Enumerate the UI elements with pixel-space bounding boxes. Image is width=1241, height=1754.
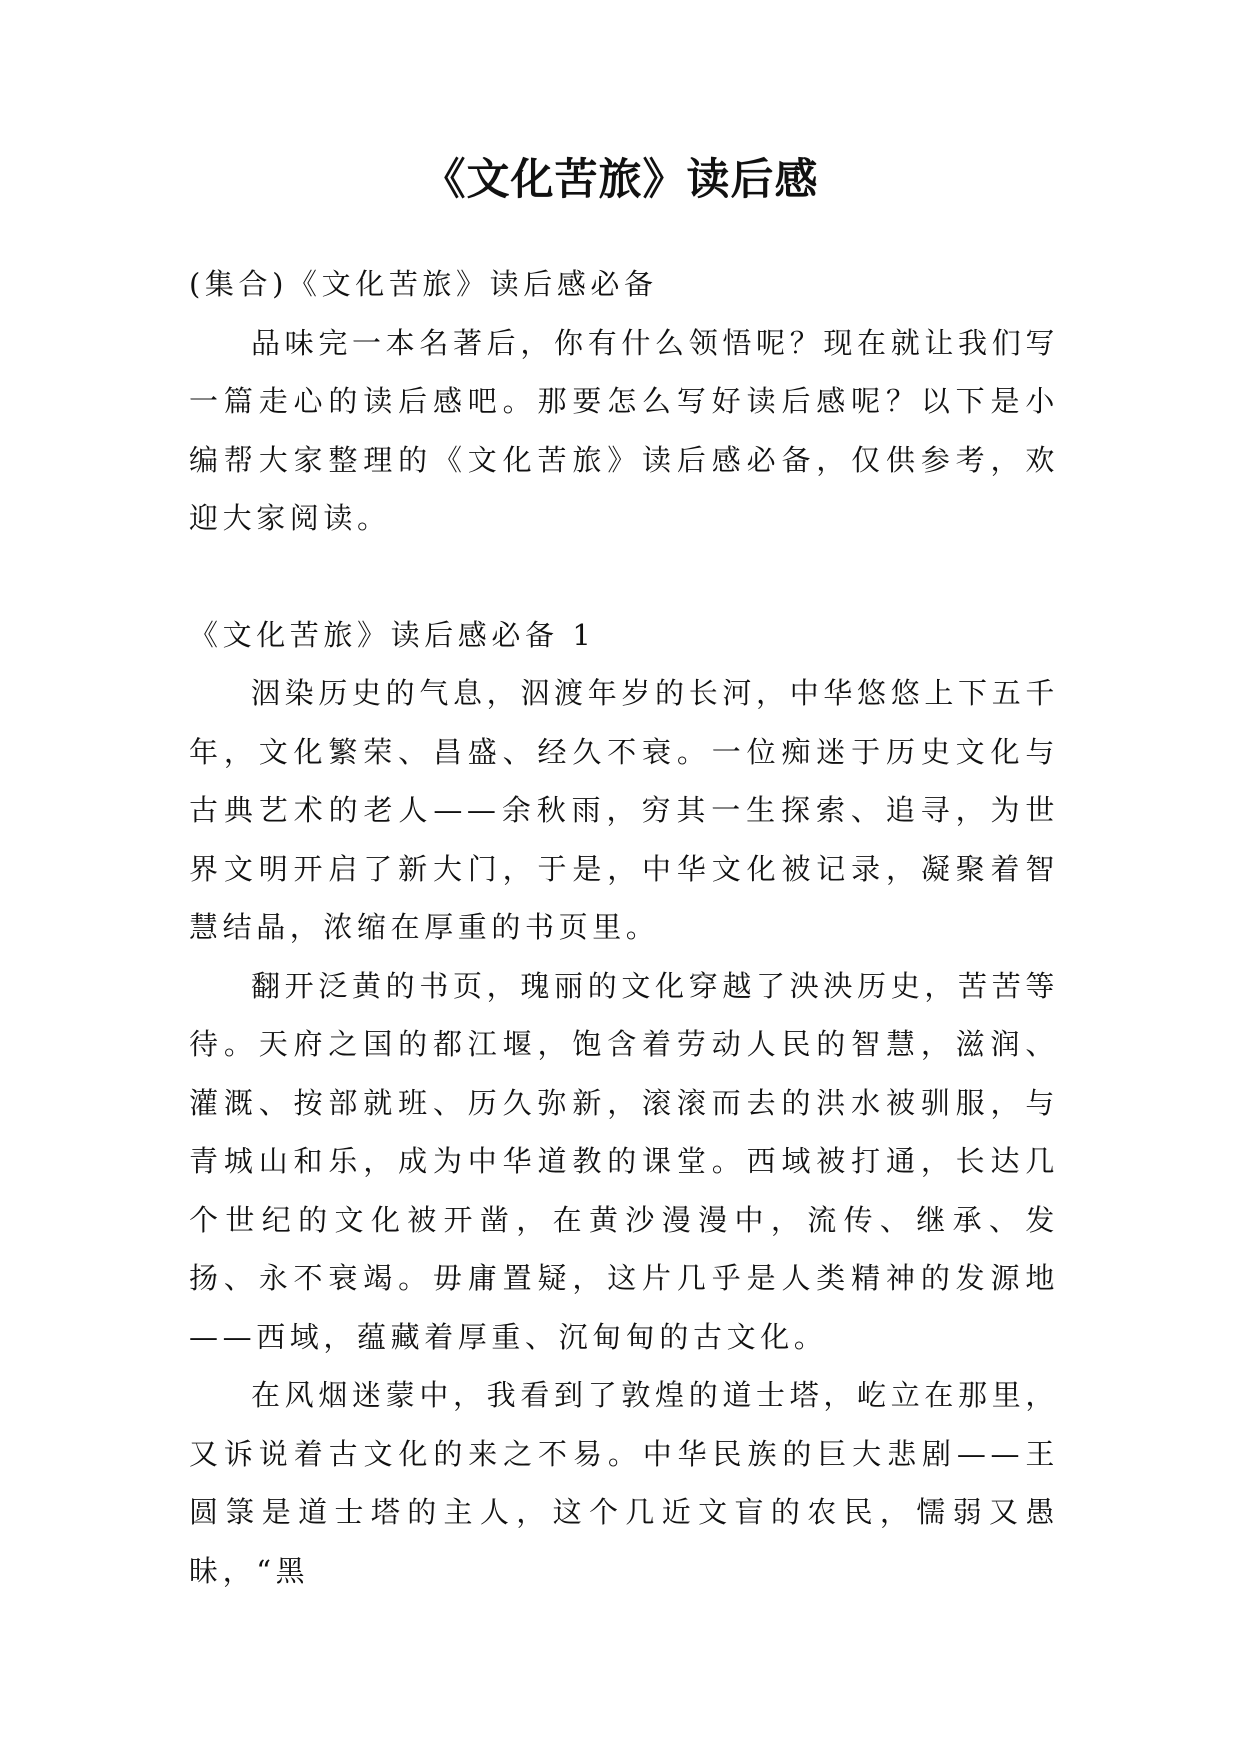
intro-paragraph: 品味完一本名著后，你有什么领悟呢？现在就让我们写一篇走心的读后感吧。那要怎么写好读后感呢？以下是小编帮大家整理的《文化苦旅》读后感必备，仅供参考，欢迎大家阅读。	[189, 325, 1059, 535]
body-paragraph-2: 翻开泛黄的书页，瑰丽的文化穿越了泱泱历史，苦苦等待。天府之国的都江堰，饱含着劳动人民的智慧，滋润、灌溉、按部就班、历久弥新，滚滚而去的洪水被驯服，与青城山和乐，成为中华道教的课堂。西域被打通，长达几个世纪的文化被开凿，在黄沙漫漫中，流传、继承、发扬、永不衰竭。毋庸置疑，这片几乎是人类精神的发源地——西域，蕴藏着厚重、沉甸甸的古文化。	[189, 968, 1059, 1354]
document-body	[189, 255, 1059, 1600]
section-heading: 《文化苦旅》读后感必备 1	[189, 617, 596, 652]
paragraph-spacer	[189, 548, 1059, 606]
document-subtitle: (集合)《文化苦旅》读后感必备	[189, 267, 658, 301]
body-paragraph-3: 在风烟迷蒙中，我看到了敦煌的道士塔，屹立在那里，又诉说着古文化的来之不易。中华民族的巨大悲剧——王圆箓是道士塔的主人，这个几近文盲的农民，懦弱又愚昧，“黑	[189, 1378, 1059, 1588]
body-paragraph-1: 洇染历史的气息，泅渡年岁的长河，中华悠悠上下五千年，文化繁荣、昌盛、经久不衰。一位痴迷于历史文化与古典艺术的老人——余秋雨，穷其一生探索、追寻，为世界文明开启了新大门，于是，中华文化被记录，凝聚着智慧结晶，浓缩在厚重的书页里。	[189, 676, 1059, 944]
document-title: 《文化苦旅》读后感	[422, 155, 819, 205]
